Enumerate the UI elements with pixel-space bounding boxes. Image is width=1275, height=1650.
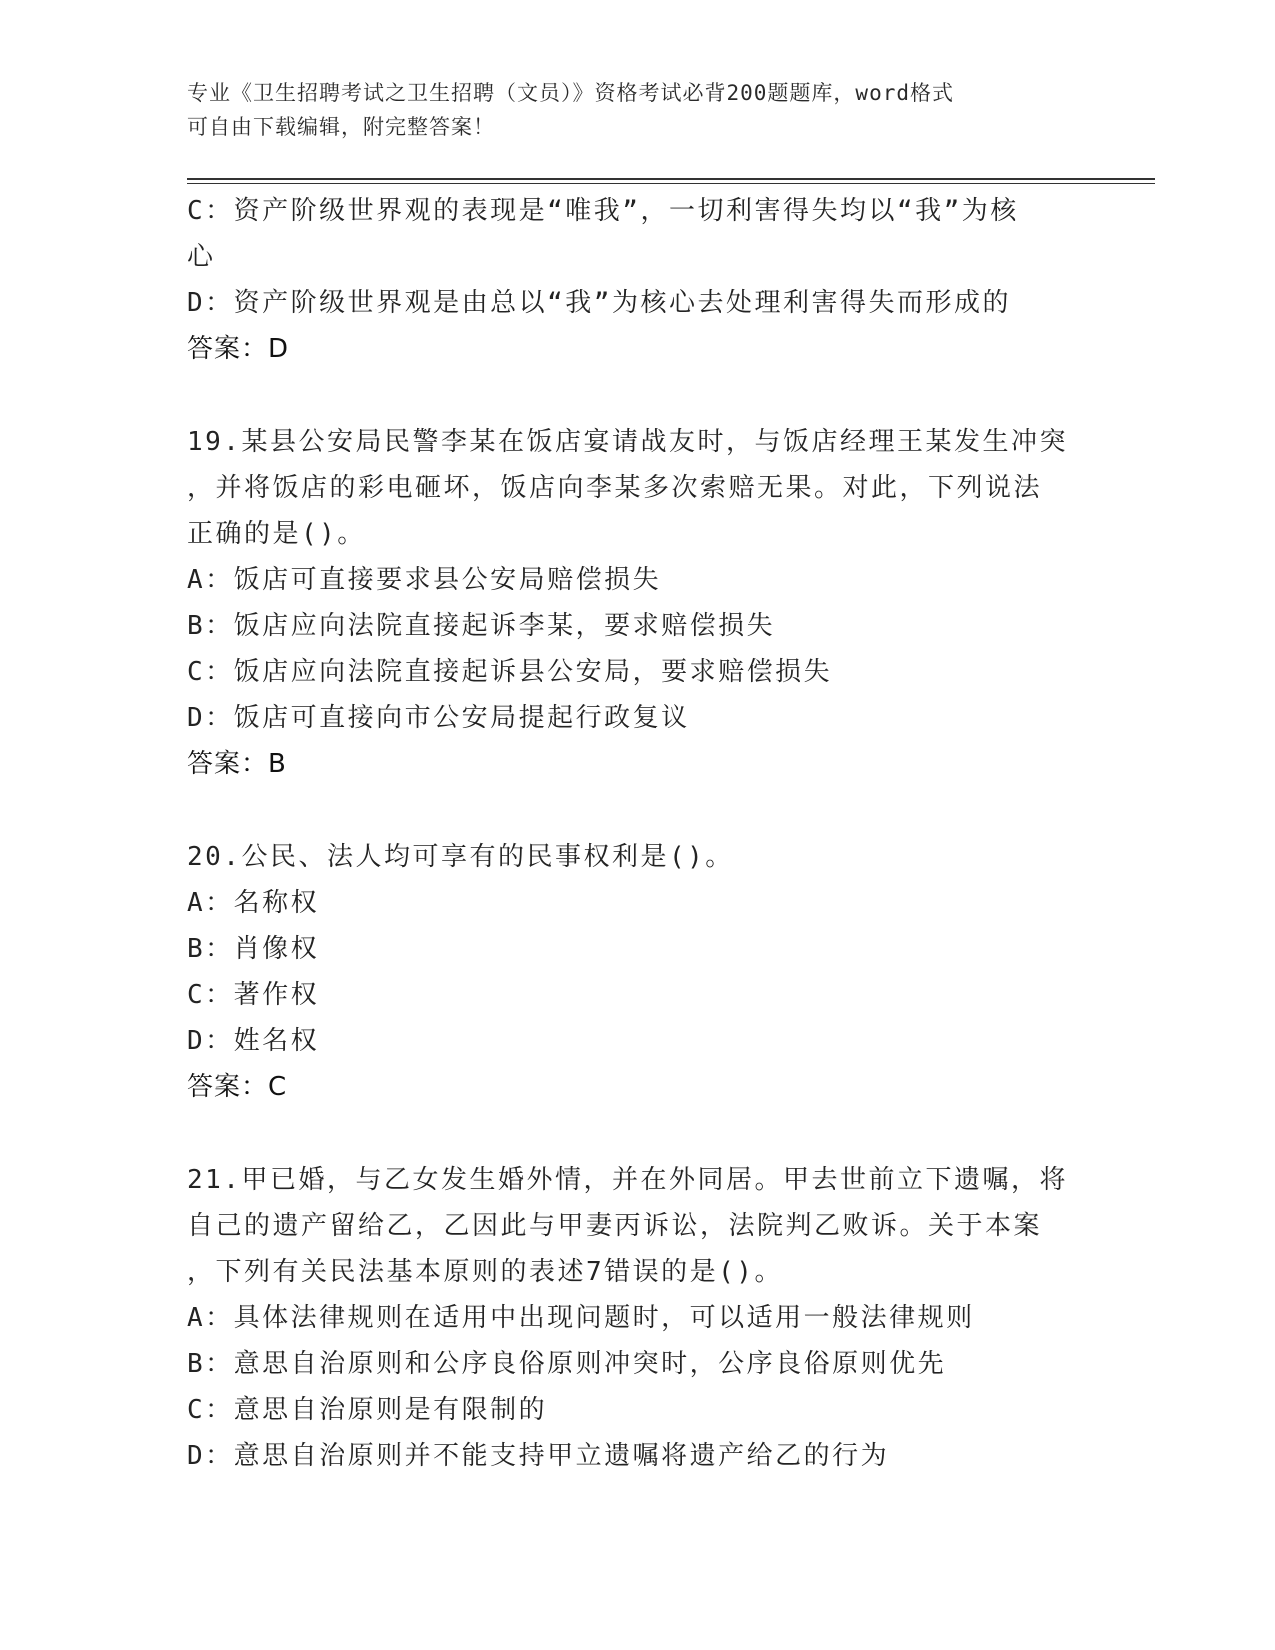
option-b: B：肖像权: [187, 934, 320, 964]
document-header: [187, 76, 1087, 144]
header-line-2: 可自由下载编辑，附完整答案！: [187, 115, 495, 139]
option-a: A：名称权: [187, 888, 320, 918]
question-stem-line: ，下列有关民法基本原则的表述7错误的是()。: [187, 1257, 783, 1287]
option-c: C：著作权: [187, 980, 320, 1010]
header-line-1: 专业《卫生招聘考试之卫生招聘（文员）》资格考试必背200题题库，word格式: [187, 81, 954, 105]
option-c-line-1: C：资产阶级世界观的表现是“唯我”，一切利害得失均以“我”为核: [187, 196, 1019, 226]
answer-line: 答案：D: [187, 334, 290, 364]
question-21: [187, 1157, 1087, 1479]
option-b: B：饭店应向法院直接起诉李某，要求赔偿损失: [187, 611, 776, 641]
question-stem-line: 20.公民、法人均可享有的民事权利是()。: [187, 842, 734, 872]
answer-line: 答案：B: [187, 749, 287, 779]
spacer: [187, 787, 1087, 834]
question-stem-line: ，并将饭店的彩电砸坏，饭店向李某多次索赔无果。对此，下列说法: [187, 473, 1043, 503]
option-a: A：具体法律规则在适用中出现问题时，可以适用一般法律规则: [187, 1303, 975, 1333]
option-c: C：意思自治原则是有限制的: [187, 1395, 548, 1425]
question-19: [187, 419, 1087, 787]
option-d: D：意思自治原则并不能支持甲立遗嘱将遗产给乙的行为: [187, 1441, 890, 1471]
question-stem-line: 19.某县公安局民警李某在饭店宴请战友时，与饭店经理王某发生冲突: [187, 427, 1068, 457]
option-d: D：饭店可直接向市公安局提起行政复议: [187, 703, 690, 733]
option-a: A：饭店可直接要求县公安局赔偿损失: [187, 565, 662, 595]
option-c: C：饭店应向法院直接起诉县公安局，要求赔偿损失: [187, 657, 833, 687]
spacer: [187, 372, 1087, 419]
question-stem-line: 21.甲已婚，与乙女发生婚外情，并在外同居。甲去世前立下遗嘱，将: [187, 1165, 1068, 1195]
answer-line: 答案：C: [187, 1072, 288, 1102]
document-body: [187, 188, 1087, 1479]
spacer: [187, 1110, 1087, 1157]
option-d: D：姓名权: [187, 1026, 320, 1056]
question-stem-line: 自己的遗产留给乙，乙因此与甲妻丙诉讼，法院判乙败诉。关于本案: [187, 1211, 1043, 1241]
header-divider: [187, 178, 1155, 184]
option-d: D：资产阶级世界观是由总以“我”为核心去处理利害得失而形成的: [187, 288, 1011, 318]
previous-question-tail: [187, 188, 1087, 372]
question-20: [187, 834, 1087, 1110]
option-b: B：意思自治原则和公序良俗原则冲突时，公序良俗原则优先: [187, 1349, 947, 1379]
question-stem-line: 正确的是()。: [187, 519, 366, 549]
option-c-line-2: 心: [187, 242, 216, 272]
